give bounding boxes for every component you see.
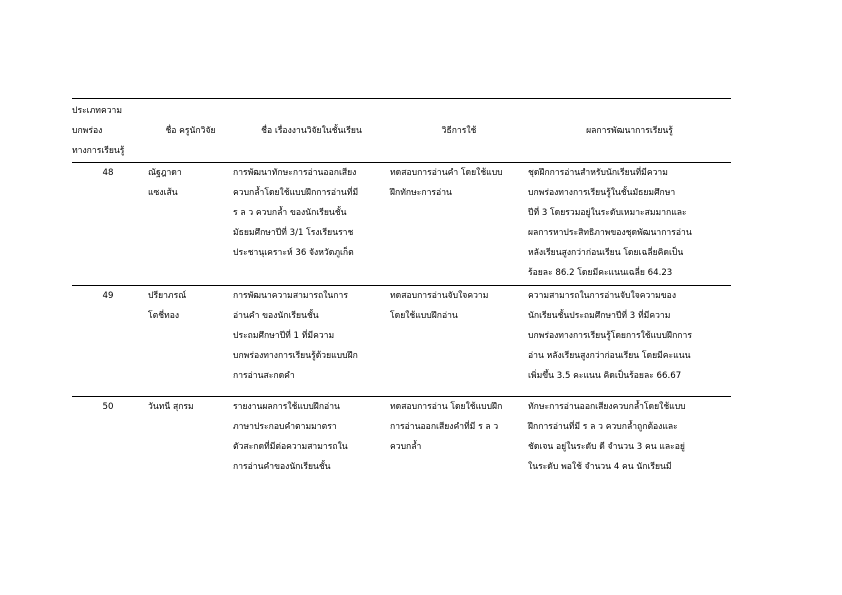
header-row: [72, 99, 731, 163]
method-cell: [390, 397, 528, 478]
method-line: โดยใช้แบบฝึกอ่าน: [390, 311, 458, 321]
researcher-line: แซงเส้น: [148, 188, 178, 198]
method-cell: [390, 163, 528, 286]
result-line: ฝึกการอ่านที่มี ร ล ว ควบกล้ำถูกต้องและ: [528, 422, 678, 432]
table-row: [72, 286, 731, 397]
result-cell: [528, 163, 731, 286]
title-line: ควบกล้ำโดยใช้แบบฝึกการอ่านที่มี: [233, 188, 359, 198]
result-line: บกพร่องทางการเรียนรู้ในชั้นมัธยมศึกษา: [528, 188, 676, 198]
method-line: ฝึกทักษะการอ่าน: [390, 188, 452, 198]
method-line: ควบกล้ำ: [390, 442, 422, 452]
result-line: ความสามารถในการอ่านจับใจความของ: [528, 291, 677, 301]
title-line: รายงานผลการใช้แบบฝึกอ่าน: [233, 402, 340, 412]
method-line: ทดสอบการอ่านคำ โดยใช้แบบ: [390, 168, 503, 178]
title-cell: [233, 163, 390, 286]
method-line: ทดสอบการอ่าน โดยใช้แบบฝึก: [390, 402, 503, 412]
title-line: ตัวสะกดที่มีต่อความสามารถใน: [233, 442, 348, 452]
researcher-line: โตชี่ทอง: [148, 311, 180, 321]
method-line: ทดสอบการอ่านจับใจความ: [390, 291, 489, 301]
title-line: มัธยมศึกษาปีที่ 3/1 โรงเรียนราช: [233, 228, 354, 238]
title-line: การอ่านคำของนักเรียนชั้น: [233, 462, 331, 472]
title-line: อ่านคำ ของนักเรียนชั้น: [233, 311, 319, 321]
result-cell: [528, 286, 731, 397]
result-line: บกพร่องทางการเรียนรู้โดยการใช้แบบฝึกการ: [528, 331, 692, 341]
result-line: นักเรียนชั้นประถมศึกษาปีที่ 3 ที่มีความ: [528, 311, 671, 321]
row-number: 50: [72, 397, 148, 478]
result-line: ในระดับ พอใช้ จำนวน 4 คน นักเรียนมี: [528, 462, 672, 472]
header-type-line: ทางการเรียนรู้: [72, 145, 125, 156]
row-number: 48: [72, 163, 148, 286]
title-line: การพัฒนาความสามารถในการ: [233, 291, 348, 301]
result-line: ชุดฝึกการอ่านสำหรับนักเรียนที่มีความ: [528, 168, 668, 178]
header-researcher: ชื่อ ครูนักวิจัย: [148, 99, 233, 163]
researcher-cell: [148, 163, 233, 286]
result-line: เพิ่มขึ้น 3.5 คะแนน คิดเป็นร้อยละ 66.67: [528, 371, 682, 381]
title-line: ร ล ว ควบกล้ำ ของนักเรียนชั้น: [233, 208, 347, 218]
row-number: 49: [102, 291, 114, 301]
title-line: การอ่านสะกดคำ: [233, 371, 295, 381]
result-cell: [528, 397, 731, 478]
result-line: ปีที่ 3 โดยรวมอยู่ในระดับเหมาะสมมากและ: [528, 208, 687, 218]
title-line: ภาษาประกอบคำตามมาตรา: [233, 422, 337, 432]
header-type: [72, 99, 148, 163]
table-row: [72, 397, 731, 478]
researcher-line: ณัฐฎาดา: [148, 168, 182, 178]
result-line: ชัดเจน อยู่ในระดับ ดี จำนวน 3 คน และอยู่: [528, 442, 685, 452]
header-result: ผลการพัฒนาการเรียนรู้: [528, 99, 731, 163]
title-line: บกพร่องทางการเรียนรู้ด้วยแบบฝึก: [233, 351, 358, 361]
researcher-line: ปรียาภรณ์: [148, 291, 187, 301]
result-line: อ่าน หลังเรียนสูงกว่าก่อนเรียน โดยมีคะแนน: [528, 351, 691, 361]
title-cell: [233, 397, 390, 478]
research-table: [72, 98, 731, 477]
title-cell: [233, 286, 390, 397]
table-body: [72, 163, 731, 478]
result-line: ผลการหาประสิทธิภาพของชุดพัฒนาการอ่าน: [528, 228, 692, 238]
result-line: หลังเรียนสูงกว่าก่อนเรียน โดยเฉลี่ยคิดเป็น: [528, 248, 684, 258]
researcher-cell: [148, 397, 233, 478]
researcher-cell: [148, 286, 233, 397]
table-row: [72, 163, 731, 286]
method-line: การอ่านออกเสียงคำที่มี ร ล ว: [390, 422, 499, 432]
header-title: ชื่อ เรื่องงานวิจัยในชั้นเรียน: [233, 99, 390, 163]
header-type-line: บกพร่อง: [72, 125, 103, 136]
header-type-line: ประเภทความ: [72, 105, 123, 116]
title-line: ประชานุเคราะห์ 36 จังหวัดภูเก็ต: [233, 248, 354, 258]
header-method: วิธีการใช้: [390, 99, 528, 163]
title-line: ประถมศึกษาปีที่ 1 ที่มีความ: [233, 331, 335, 341]
result-line: ทักษะการอ่านออกเสียงควบกล้ำโดยใช้แบบ: [528, 402, 686, 412]
title-line: การพัฒนาทักษะการอ่านออกเสียง: [233, 168, 357, 178]
method-cell: [390, 286, 528, 397]
researcher-line: วันทนี สุกรม: [148, 402, 194, 412]
table-header: [72, 99, 731, 163]
result-line: ร้อยละ 86.2 โดยมีคะแนนเฉลี่ย 64.23: [528, 268, 673, 278]
